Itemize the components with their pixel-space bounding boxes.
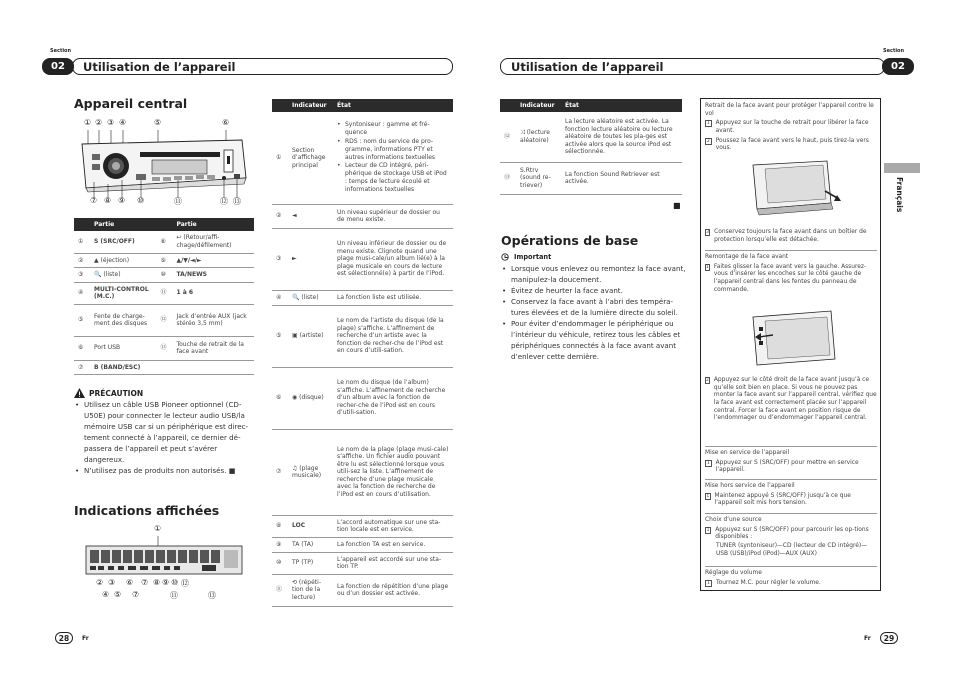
display-callout-7a: ⑦ [141,578,149,587]
caution-list [74,400,259,477]
section-label-right: Section [883,48,905,54]
important-list [501,264,689,363]
table-row: ⑥ Port USB ⑬ Touche de retrait de la face avant [74,336,254,360]
head-unit-drawing [74,130,254,200]
list-item: • N’utilisez pas de produits non autorisés. ■ [74,466,259,477]
state-list [337,121,449,194]
procedures-box: Retrait de la face avant pour protéger l’appareil contre le vol 1 Appuyez sur la touche de retrait pour libérer la face avant. 2 Poussez la face avant vers le haut, puis tirez-la vers vous. 3 Conservez toujours la face avant dans un boîtier de protection lorsqu’elle est détachée. Remontage de la face avant 1 Faites glisser la face avant vers la gauche. Assurez-vous d’insérer les encoches sur le côté gauche de l’appareil central dans les fentes du panneau de commande. 2 Appuyez sur le côté droit de la face avant jusqu’à ce qu’elle soit bien en place. Si vous ne pouvez pas monter la face avant sur l’appareil central, vérifiez que la face avant est correctement placée sur l’appareil central. Forcer la face avant en position risque de l’endommager ou d’endommager l’appareil central. Mise en service de l’appareil 1 Appuyez sur S (SRC/OFF) pour mettre en service l’appareil. Mise hors service de l’appareil 1 Maintenez appuyé S (SRC/OFF) jusqu’à ce que l’appareil soit mis hors tension. Choix d’une source 1 Appuyez sur S (SRC/OFF) pour parcourir les op-tions disponibles : TUNER (syntoniseur)—CD (lecteur de CD intégré)—USB (USB)/iPod (iPod)—AUX (AUX) Réglage du volume 1 Tournez M.C. pour régler le volume. [700,98,881,591]
procedure-title: Réglage du volume [705,570,762,576]
procedure-volume: Réglage du volume 1 Tournez M.C. pour régler le volume. [705,570,877,587]
display-illustration [84,524,244,604]
indicator-table-header [272,99,453,112]
list-item: • Pour éviter d’endommager le périphérique ou l’intérieur du véhicule, retirez tous les câbles et périphériques connectés à la face avant avant d’enlever cette dernière. [501,319,689,363]
parts-table [74,218,254,375]
language-tab-label: Français [895,177,904,213]
warning-icon [74,388,85,398]
procedure-title: Mise hors service de l’appareil [705,483,795,489]
step-number-1: 1 [706,527,710,533]
callout-13: ⑬ [233,197,241,206]
col-header-part1: Partie [90,218,156,231]
language-code-right: Fr [864,635,871,642]
table-row: ⑦ ♫ (plage musicale) Le nom de la plage (plage musi-cale) s’affiche. Un fichier audio pouvant être lu est sélectionné lorsque vous utili-sez la liste. L’affinement de recherche d’une plage musicale avec la fonction de recherche de l’iPod est en cours d’utilisation. [272,429,453,515]
indicator-table-2-header [500,99,682,112]
table-row: ② ▲ (éjection) ⑨ ▲/▼/◄/► [74,253,254,268]
caution-heading [74,388,259,398]
procedure-reattach: Remontage de la face avant 1 Faites glisser la face avant vers la gauche. Assurez-vous d’insérer les encoches sur le côté gauche de l’appareil central dans les fentes du panneau de commande. [705,254,877,294]
language-tab-bar [884,163,920,173]
table-row: ④ 🔍 (liste) La fonction liste est utilisée. [272,290,453,305]
display-callout-10: ⑩ [171,578,179,587]
callout-3: ③ [107,118,115,127]
step-number-1: 1 [706,493,710,499]
section-label-left: Section [50,48,72,54]
indicator-table [272,99,453,607]
procedure-power-on: Mise en service de l’appareil 1 Appuyez sur S (SRC/OFF) pour mettre en service l’appareil. [705,450,877,475]
list-item: • RDS : nom du service de pro-gramme, informations PTY et autres informations textuelles [337,138,449,162]
display-callout-2: ② [96,578,104,587]
table-row: ② ◄ Un niveau supérieur de dossier ou de menu existe. [272,204,453,228]
end-mark: ■ [673,201,681,210]
procedure-power-off: Mise hors service de l’appareil 1 Maintenez appuyé S (SRC/OFF) jusqu’à ce que l’appareil soit mis hors tension. [705,483,877,508]
indicator-table-2 [500,99,682,195]
table-row: ⑬ S.Rtrv (sound re-triever) La fonction Sound Retriever est activée. [500,162,682,194]
callout-8: ⑧ [104,196,112,205]
table-row: ⑤ ▣ (artiste) Le nom de l’artiste du disque (de la plage) s’affiche. L’affinement de recherche d’un artiste avec la fonction de recher-che de l’iPod est en cours d’utili-sation. [272,305,453,367]
col-header-state: État [333,99,453,112]
display-callout-7b: ⑦ [132,590,140,599]
divider [705,513,877,514]
callout-5: ⑤ [154,118,162,127]
list-item: • Syntoniseur : gamme et fré-quence [337,121,449,137]
caution-title: PRÉCAUTION [89,388,144,398]
display-callout-1: ① [154,524,162,533]
callout-7: ⑦ [90,196,98,205]
display-callout-11: ⑪ [170,591,178,600]
step-number-2: 2 [706,378,709,383]
important-heading [501,253,551,261]
table-row: ① Section d’affichage principal • Syntoniseur : gamme et fré-quence • RDS : nom du service de pro-gramme, informations PTY et autres informations textuelles • Lecteur de CD intégré, péri-phérique de stockage USB et iPod : temps de lecture écoulé et informations textuelles [272,112,453,204]
col-header-state-2: État [561,99,682,112]
section-number-left: 02 [42,58,74,75]
table-row: ③ ► Un niveau inférieur de dossier ou de menu existe. Clignote quand une plage musi-cale/un album lié(e) à la plage musicale en cours de lecture est sélectionné(e) à partir de l’iPod. [272,228,453,290]
table-row: ⑧ LOC L’accord automatique sur une sta-tion locale est en service. [272,515,453,537]
header-title-right: Utilisation de l’appareil [511,60,664,74]
parts-table-header [74,218,254,231]
list-item: • Évitez de heurter la face avant. [501,286,689,297]
col-header-part2: Partie [172,218,254,231]
display-callout-6: ⑥ [126,578,134,587]
table-row: ⑤ Fente de charge-ment des disques ⑫ Jack d’entrée AUX (jack stéréo 3,5 mm) [74,304,254,336]
table-row: ③ 🔍 (liste) ⑩ TA/NEWS [74,268,254,283]
section-number-right: 02 [882,58,914,75]
device-illustration [74,116,254,212]
display-callout-4: ④ [102,590,110,599]
important-icon [501,253,511,261]
callout-9: ⑨ [118,196,126,205]
list-item: • Conservez la face avant à l’abri des tempéra-tures élevées et de la lumière directe du soleil. [501,297,689,319]
display-callout-9: ⑨ [162,578,170,587]
step-number-2: 2 [706,138,710,144]
header-title-left: Utilisation de l’appareil [83,60,236,74]
heading-display: Indications affichées [74,503,220,518]
divider [705,479,877,480]
list-item: • Lorsque vous enlevez ou remontez la face avant, manipulez-la doucement. [501,264,689,286]
header-bar-right [500,58,885,75]
remove-faceplate-illustration [747,157,843,221]
procedure-title: Mise en service de l’appareil [705,450,790,456]
table-row: ⑩ TP (TP) L’appareil est accordé sur une sta-tion TP. [272,552,453,574]
language-tab [893,177,905,217]
language-code-left: Fr [82,635,89,642]
step-number-1: 1 [706,121,710,127]
step-number-1: 1 [705,580,712,587]
table-row: ⑪ ⟲ (répéti-tion de la lecture) La fonction de répétition d’une plage ou d’un dossier est activée. [272,574,453,606]
procedure-select-source: Choix d’une source 1 Appuyez sur S (SRC/OFF) pour parcourir les op-tions disponibles : TUNER (syntoniseur)—CD (lecteur de CD intégré)—USB (USB)/iPod (iPod)—AUX (AUX) [705,517,877,558]
callout-10: ⑩ [137,196,145,205]
table-row: ① S (SRC/OFF) ⑧ ↩ (Retour/affi-chage/défilement) [74,231,254,253]
reattach-faceplate-illustration [747,307,843,373]
procedure-title: Remontage de la face avant [705,254,789,260]
heading-basic-operations: Opérations de base [501,233,639,248]
divider [705,446,877,447]
step-number-1: 1 [706,460,710,466]
header-bar-left [72,58,453,75]
heading-main-unit: Appareil central [74,96,188,111]
display-callout-13: ⑬ [208,591,216,600]
table-row: ⑫ ⤨ (lecture aléatoire) La lecture aléatoire est activée. La fonction lecture aléatoire ou lecture aléatoire de toutes les pla-ges est activée alors que la source iPod est sélectionnée. [500,112,682,162]
procedure-title: Retrait de la face avant pour protéger l’appareil contre le vol [705,103,874,117]
display-callout-5: ⑤ [114,590,122,599]
table-row: ④ MULTI-CONTROL (M.C.) ⑪ 1 à 6 [74,282,254,304]
page-number-right: 29 [880,632,898,644]
step-number-3: 3 [706,230,709,235]
table-row: ⑥ ◉ (disque) Le nom du disque (de l’album) s’affiche. L’affinement de recherche d’un album avec la fonction de recher-che de l’iPod est en cours d’utili-sation. [272,367,453,429]
step-number-1: 1 [706,264,709,270]
callout-11: ⑪ [174,197,182,206]
procedure-remove: Retrait de la face avant pour protéger l’appareil contre le vol 1 Appuyez sur la touche de retrait pour libérer la face avant. 2 Poussez la face avant vers le haut, puis tirez-la vers vous. [705,103,877,153]
page-number-left: 28 [55,632,73,644]
caution-block [74,388,259,477]
callout-12: ⑫ [220,197,228,206]
list-item: • Lecteur de CD intégré, péri-phérique de stockage USB et iPod : temps de lecture écoulé et informations textuelles [337,162,449,194]
callout-6: ⑥ [222,118,230,127]
procedure-title: Choix d’une source [705,517,762,523]
callout-2: ② [95,118,103,127]
divider [705,250,877,251]
table-row: ⑦ B (BAND/ESC) [74,360,254,375]
callout-1: ① [84,118,92,127]
lcd-drawing [84,536,244,578]
divider [705,566,877,567]
display-callout-3: ③ [108,578,116,587]
important-label: Important [514,253,552,261]
table-row: ⑨ TA (TA) La fonction TA est en service. [272,537,453,552]
callout-4: ④ [119,118,127,127]
display-callout-8: ⑧ [153,578,161,587]
col-header-indicator-2: Indicateur [516,99,561,112]
list-item: • Utilisez un câble USB Pioneer optionnel (CD-U50E) pour connecter le lecteur audio USB/la mémoire USB car si un périphérique est direc-tement connecté à l’appareil, ce dernier dé-passera de l’appareil et peut s’avérer dangereux. [74,400,259,466]
display-callout-12: ⑫ [181,579,189,588]
col-header-indicator: Indicateur [288,99,333,112]
